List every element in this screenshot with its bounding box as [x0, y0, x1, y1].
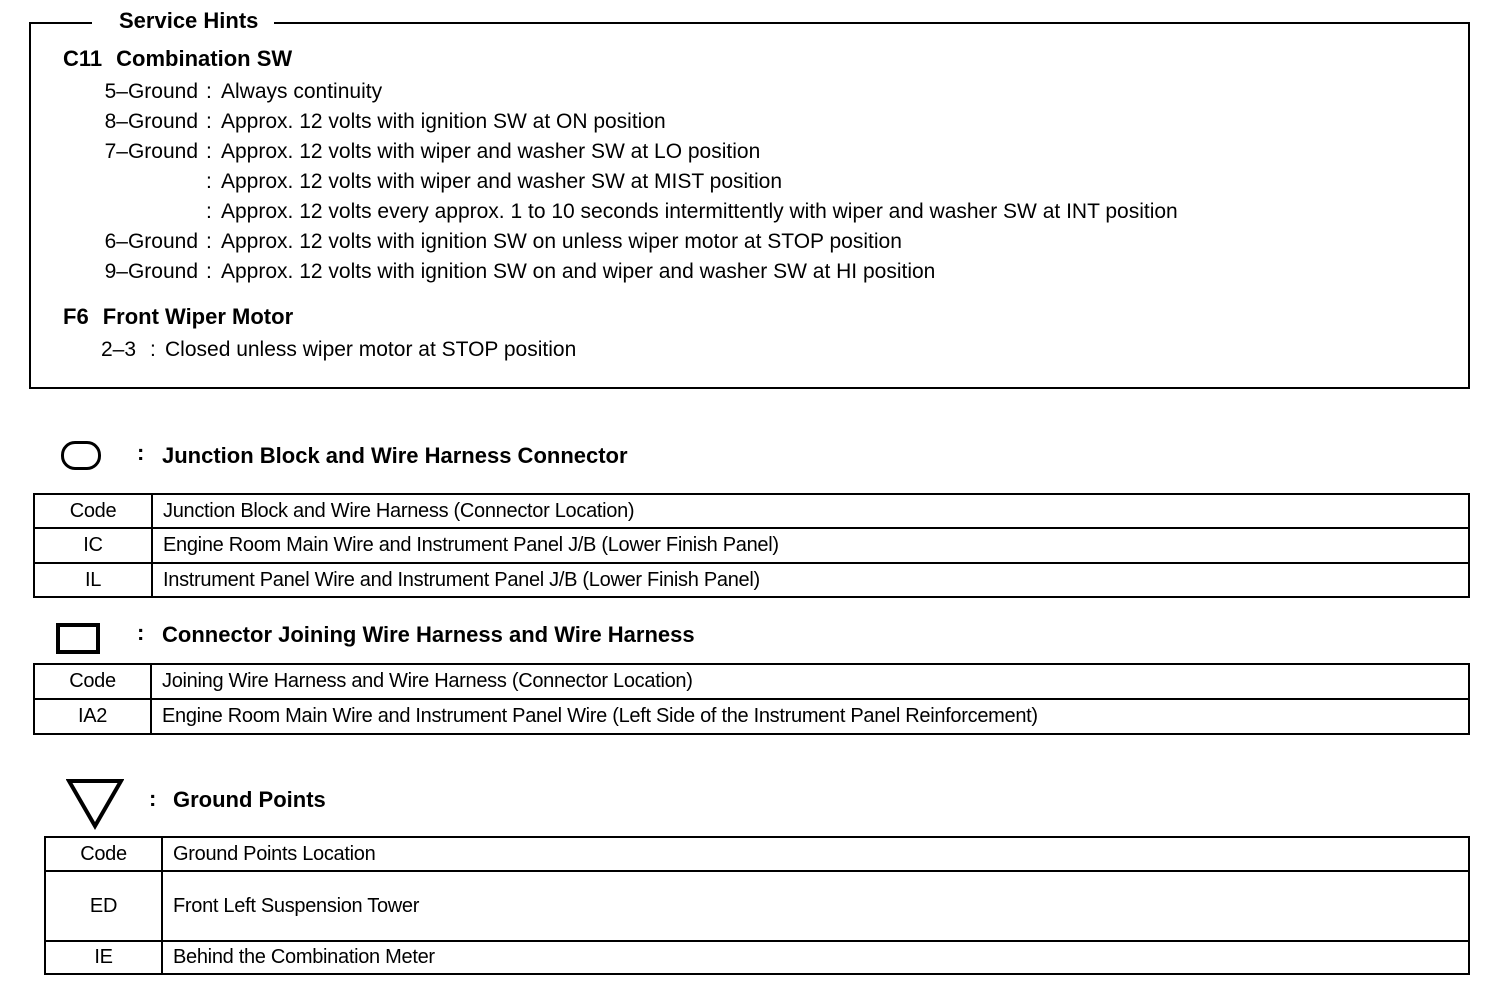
hint-separator: :: [206, 230, 212, 253]
table-cell-code: IA2: [34, 699, 151, 734]
ground-points-heading: Ground Points: [173, 787, 326, 812]
service-hints-title: Service Hints: [92, 8, 274, 34]
section-name: Front Wiper Motor: [102, 304, 294, 329]
hint-pin: 2–3: [101, 338, 137, 361]
legend-colon: :: [137, 620, 145, 645]
hint-description: Approx. 12 volts with ignition SW on unless wiper motor at STOP position: [221, 230, 902, 253]
legend-colon: :: [149, 786, 157, 811]
rounded-rectangle-icon: [61, 441, 101, 470]
hint-description: Always continuity: [221, 80, 383, 103]
junction-block-heading: Junction Block and Wire Harness Connector: [162, 443, 628, 468]
section-name: Combination SW: [116, 46, 293, 71]
connector-joining-table: [33, 663, 1470, 735]
hint-pin: 9–Ground: [104, 260, 198, 283]
junction-block-table: [33, 493, 1470, 598]
table-cell-location: Behind the Combination Meter: [162, 941, 1469, 974]
hint-separator: :: [206, 110, 212, 133]
hint-description: Closed unless wiper motor at STOP position: [165, 338, 577, 361]
hint-description: Approx. 12 volts with wiper and washer SW at MIST position: [221, 170, 783, 193]
hint-separator: :: [206, 140, 212, 163]
section-code: F6: [63, 304, 89, 329]
hint-pin: 6–Ground: [104, 230, 198, 253]
table-row: [34, 563, 1469, 597]
table-header-code: Code: [34, 664, 151, 699]
table-header-row: [34, 494, 1469, 528]
table-header-row: [34, 664, 1469, 699]
table-cell-code: IC: [34, 528, 152, 563]
ground-points-table: [44, 836, 1470, 975]
table-cell-location: Instrument Panel Wire and Instrument Panel J/B (Lower Finish Panel): [152, 563, 1469, 597]
table-header-location: Junction Block and Wire Harness (Connector Location): [152, 494, 1469, 528]
table-cell-location: Engine Room Main Wire and Instrument Panel Wire (Left Side of the Instrument Panel Reinforcement): [151, 699, 1469, 734]
table-cell-location: Engine Room Main Wire and Instrument Panel J/B (Lower Finish Panel): [152, 528, 1469, 563]
hint-description: Approx. 12 volts with ignition SW at ON position: [221, 110, 666, 133]
table-cell-code: IL: [34, 563, 152, 597]
hint-description: Approx. 12 volts with ignition SW on and wiper and washer SW at HI position: [221, 260, 936, 283]
connector-joining-heading: Connector Joining Wire Harness and Wire Harness: [162, 622, 695, 647]
triangle-down-icon: [66, 778, 124, 830]
table-header-location: Ground Points Location: [162, 837, 1469, 871]
section-code: C11: [63, 46, 103, 71]
hint-separator: :: [206, 170, 212, 193]
hint-separator: :: [150, 338, 156, 361]
hint-description: Approx. 12 volts every approx. 1 to 10 seconds intermittently with wiper and washer SW at INT position: [221, 200, 1178, 223]
table-cell-code: ED: [45, 871, 162, 941]
square-icon: [56, 623, 100, 654]
hint-pin: 5–Ground: [104, 80, 198, 103]
table-row: [45, 871, 1469, 941]
table-row: [45, 941, 1469, 974]
hint-description: Approx. 12 volts with wiper and washer SW at LO position: [221, 140, 761, 163]
table-cell-location: Front Left Suspension Tower: [162, 871, 1469, 941]
table-header-code: Code: [45, 837, 162, 871]
section-heading-f6: [63, 304, 293, 330]
hint-pin: 8–Ground: [104, 110, 198, 133]
table-header-code: Code: [34, 494, 152, 528]
table-header-row: [45, 837, 1469, 871]
table-header-location: Joining Wire Harness and Wire Harness (Connector Location): [151, 664, 1469, 699]
table-row: [34, 699, 1469, 734]
hint-separator: :: [206, 260, 212, 283]
legend-colon: :: [137, 440, 145, 465]
hint-separator: :: [206, 80, 212, 103]
table-cell-code: IE: [45, 941, 162, 974]
hint-pin: 7–Ground: [104, 140, 198, 163]
hint-separator: :: [206, 200, 212, 223]
table-row: [34, 528, 1469, 563]
section-heading-c11: [63, 46, 292, 72]
